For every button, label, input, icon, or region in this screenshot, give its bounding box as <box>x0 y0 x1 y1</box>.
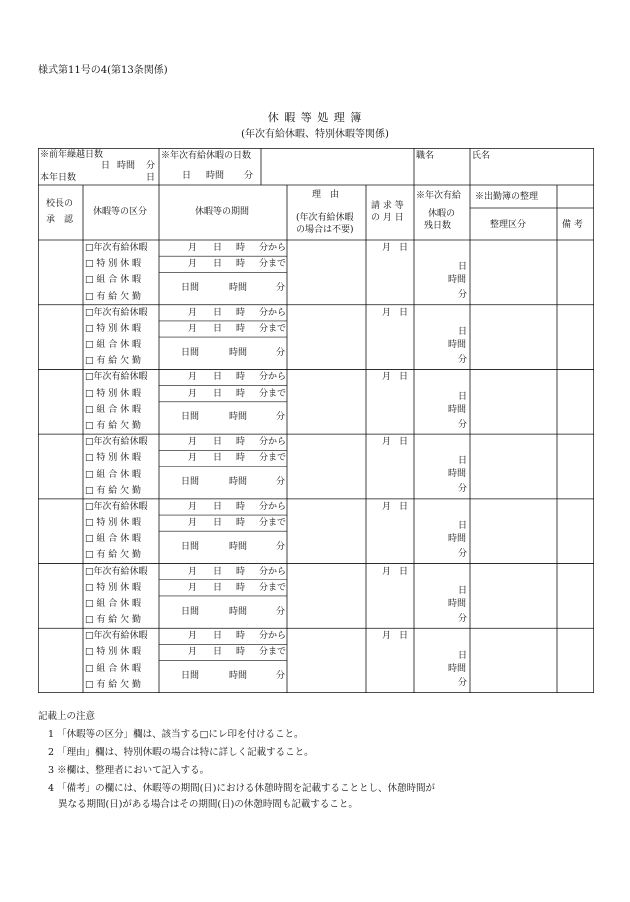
period-from: 日 <box>213 372 223 383</box>
leave-record-table <box>38 148 594 693</box>
period-from: 分から <box>259 437 287 448</box>
remaining-unit: 時間 <box>448 404 467 415</box>
request-date-unit: 月 <box>382 243 392 253</box>
period-from: 月 <box>188 243 198 253</box>
request-date-unit: 日 <box>399 243 409 253</box>
period-from: 月 <box>188 437 198 448</box>
period-to: 日 <box>213 388 223 399</box>
period-total: 分 <box>276 477 286 488</box>
remaining-unit: 分 <box>458 290 468 301</box>
period-from: 分から <box>259 243 287 253</box>
remaining-unit: 時間 <box>448 339 467 350</box>
period-to: 日 <box>213 647 223 658</box>
leave-type-option: □ 有 給 欠 勤 <box>85 291 141 302</box>
form-subtitle: (年次有給休暇、特別休暇等関係) <box>241 129 389 140</box>
remaining-unit: 時間 <box>448 534 467 545</box>
period-total: 時間 <box>229 283 248 294</box>
request-date-unit: 日 <box>399 631 409 642</box>
this-year-label: 本年日数 <box>40 173 77 183</box>
remaining-unit: 日 <box>458 650 468 661</box>
remaining-unit: 分 <box>458 613 468 624</box>
request-date-unit: 日 <box>399 501 409 512</box>
period-total: 日間 <box>181 347 200 358</box>
leave-type-option: □ 組 合 休 暇 <box>85 275 141 286</box>
period-to: 分まで <box>259 323 287 334</box>
leave-type-option: □年次有給休暇 <box>85 501 148 512</box>
remaining-unit: 日 <box>458 391 468 402</box>
period-to: 月 <box>188 259 198 270</box>
leave-type-option: □ 特 別 休 暇 <box>85 259 141 270</box>
principal-approval-header: 承 認 <box>46 215 74 225</box>
period-to: 時 <box>236 259 246 270</box>
request-date-unit: 日 <box>399 566 409 577</box>
leave-type-option: □ 特 別 休 暇 <box>85 323 141 334</box>
period-to: 時 <box>236 388 246 399</box>
period-total: 分 <box>276 412 286 423</box>
period-from: 日 <box>213 501 223 512</box>
period-from: 日 <box>213 243 223 253</box>
request-date-unit: 月 <box>382 566 392 577</box>
period-from: 月 <box>188 501 198 512</box>
request-date-unit: 月 <box>382 307 392 318</box>
leave-type-option: □ 有 給 欠 勤 <box>85 485 141 496</box>
period-from: 日 <box>213 437 223 448</box>
carryover-unit: 時間 <box>117 161 136 171</box>
period-from: 分から <box>259 501 287 512</box>
remaining-header: 残日数 <box>424 221 452 231</box>
remaining-unit: 分 <box>458 419 468 430</box>
annual-leave-unit: 分 <box>244 171 254 181</box>
leave-type-option: □ 組 合 休 暇 <box>85 404 141 415</box>
period-to: 日 <box>213 518 223 529</box>
note-item: 2 「理由」欄は、特別休暇の場合は特に詳しく記載すること。 <box>48 747 314 758</box>
period-to: 分まで <box>259 259 287 270</box>
period-total: 時間 <box>229 671 248 682</box>
period-from: 時 <box>236 501 246 512</box>
leave-type-option: □年次有給休暇 <box>85 307 148 318</box>
period-total: 時間 <box>229 606 248 617</box>
remaining-unit: 日 <box>458 262 468 273</box>
period-total: 分 <box>276 671 286 682</box>
leave-type-option: □ 特 別 休 暇 <box>85 582 141 593</box>
request-date-unit: 月 <box>382 631 392 642</box>
period-from: 月 <box>188 566 198 577</box>
annual-leave-unit: 日 <box>182 171 192 181</box>
period-to: 時 <box>236 323 246 334</box>
period-to: 月 <box>188 323 198 334</box>
leave-type-option: □ 特 別 休 暇 <box>85 518 141 529</box>
period-to: 分まで <box>259 388 287 399</box>
period-total: 日間 <box>181 606 200 617</box>
request-date-header: の 月 日 <box>371 213 404 223</box>
leave-type-option: □年次有給休暇 <box>85 372 148 383</box>
form-id: 様式第11号の4(第13条関係) <box>38 65 168 76</box>
period-from: 日 <box>213 631 223 642</box>
period-to: 分まで <box>259 453 287 464</box>
period-to: 日 <box>213 259 223 270</box>
remaining-unit: 日 <box>458 521 468 532</box>
period-to: 月 <box>188 518 198 529</box>
note-item: 4 「備考」の欄には、休暇等の期間(日)における休憩時間を記載することとし、休憩時間が <box>48 783 435 794</box>
remaining-unit: 分 <box>458 354 468 365</box>
remaining-header: 休暇の <box>428 209 456 219</box>
period-total: 時間 <box>229 541 248 552</box>
remaining-unit: 日 <box>458 327 468 337</box>
period-from: 時 <box>236 372 246 383</box>
period-to: 月 <box>188 388 198 399</box>
period-from: 時 <box>236 566 246 577</box>
reason-header: (年次有給休暇 <box>296 213 354 223</box>
leave-type-option: □年次有給休暇 <box>85 631 148 642</box>
period-to: 時 <box>236 647 246 658</box>
request-date-header: 請 求 等 <box>371 201 404 211</box>
leave-type-option: □年次有給休暇 <box>85 566 148 577</box>
leave-type-option: □ 特 別 休 暇 <box>85 388 141 399</box>
leave-type-option: □ 有 給 欠 勤 <box>85 550 141 561</box>
leave-type-option: □年次有給休暇 <box>85 437 148 448</box>
period-total: 時間 <box>229 412 248 423</box>
leave-type-option: □ 特 別 休 暇 <box>85 647 141 658</box>
period-from: 日 <box>213 307 223 318</box>
period-to: 時 <box>236 582 246 593</box>
note-item: 1 「休暇等の区分」欄は、該当する□にレ印を付けること。 <box>48 729 304 740</box>
remarks-header: 備 考 <box>562 220 583 230</box>
period-to: 日 <box>213 453 223 464</box>
form-title: 休 暇 等 処 理 簿 <box>267 111 363 124</box>
period-from: 分から <box>259 631 287 642</box>
period-to: 月 <box>188 453 198 464</box>
period-to: 分まで <box>259 518 287 529</box>
period-to: 時 <box>236 518 246 529</box>
period-from: 分から <box>259 372 287 383</box>
period-to: 時 <box>236 453 246 464</box>
leave-type-option: □ 有 給 欠 勤 <box>85 420 141 431</box>
period-total: 時間 <box>229 477 248 488</box>
remaining-unit: 時間 <box>448 598 467 609</box>
leave-type-option: □ 有 給 欠 勤 <box>85 679 141 690</box>
note-item: 3 ※欄は、整理者において記入する。 <box>48 765 210 776</box>
remaining-unit: 時間 <box>448 275 467 286</box>
period-to: 分まで <box>259 582 287 593</box>
period-total: 分 <box>276 606 286 617</box>
period-from: 分から <box>259 307 287 318</box>
remaining-unit: 日 <box>458 585 468 596</box>
period-from: 月 <box>188 372 198 383</box>
period-from: 時 <box>236 243 246 253</box>
leave-type-option: □ 組 合 休 暇 <box>85 663 141 674</box>
remaining-unit: 分 <box>458 678 468 689</box>
period-total: 日間 <box>181 671 200 682</box>
reason-header: 理 由 <box>312 190 340 200</box>
note-item: 異なる期間(日)がある場合はその期間(日)の休憩時間も記載すること。 <box>58 799 358 810</box>
principal-approval-header: 校長の <box>46 199 74 209</box>
period-total: 時間 <box>229 347 248 358</box>
period-to: 分まで <box>259 647 287 658</box>
leave-type-option: □ 特 別 休 暇 <box>85 453 141 464</box>
notes-heading: 記載上の注意 <box>38 711 96 722</box>
carryover-label: ※前年繰越日数 <box>40 150 104 160</box>
period-from: 月 <box>188 307 198 318</box>
remaining-unit: 分 <box>458 548 468 559</box>
request-date-unit: 月 <box>382 501 392 512</box>
leave-type-option: □年次有給休暇 <box>85 243 148 253</box>
classification-header: 整理区分 <box>490 220 527 230</box>
leave-type-option: □ 組 合 休 暇 <box>85 598 141 609</box>
period-total: 日間 <box>181 412 200 423</box>
period-from: 時 <box>236 631 246 642</box>
carryover-unit: 分 <box>146 161 156 171</box>
name-label: 氏名 <box>472 151 491 161</box>
period-from: 日 <box>213 566 223 577</box>
period-total: 日間 <box>181 477 200 488</box>
remaining-unit: 分 <box>458 484 468 495</box>
period-total: 日間 <box>181 541 200 552</box>
request-date-unit: 日 <box>399 307 409 318</box>
request-date-unit: 月 <box>382 437 392 448</box>
period-to: 日 <box>213 582 223 593</box>
period-total: 分 <box>276 283 286 294</box>
remaining-header: ※年次有給 <box>416 191 462 201</box>
request-date-unit: 月 <box>382 372 392 383</box>
attendance-header: ※出勤簿の整理 <box>475 192 539 202</box>
leave-type-header: 休暇等の区分 <box>93 207 148 217</box>
period-from: 時 <box>236 437 246 448</box>
request-date-unit: 日 <box>399 372 409 383</box>
leave-type-option: □ 組 合 休 暇 <box>85 340 141 351</box>
period-to: 月 <box>188 647 198 658</box>
period-from: 月 <box>188 631 198 642</box>
position-label: 職名 <box>416 151 435 161</box>
request-date-unit: 日 <box>399 437 409 448</box>
leave-period-header: 休暇等の期間 <box>195 207 250 217</box>
leave-type-option: □ 有 給 欠 勤 <box>85 615 141 626</box>
leave-type-option: □ 組 合 休 暇 <box>85 469 141 480</box>
period-total: 日間 <box>181 283 200 294</box>
leave-type-option: □ 有 給 欠 勤 <box>85 356 141 367</box>
period-from: 時 <box>236 307 246 318</box>
period-from: 分から <box>259 566 287 577</box>
carryover-unit: 日 <box>101 161 111 171</box>
annual-leave-days-label: ※年次有給休暇の日数 <box>161 151 252 161</box>
period-total: 分 <box>276 541 286 552</box>
period-to: 月 <box>188 582 198 593</box>
reason-header: の場合は不要) <box>296 225 354 235</box>
remaining-unit: 日 <box>458 456 468 467</box>
remaining-unit: 時間 <box>448 469 467 480</box>
period-to: 日 <box>213 323 223 334</box>
this-year-unit: 日 <box>146 173 156 183</box>
annual-leave-unit: 時間 <box>206 171 225 181</box>
period-total: 分 <box>276 347 286 358</box>
remaining-unit: 時間 <box>448 663 467 674</box>
leave-type-option: □ 組 合 休 暇 <box>85 534 141 545</box>
